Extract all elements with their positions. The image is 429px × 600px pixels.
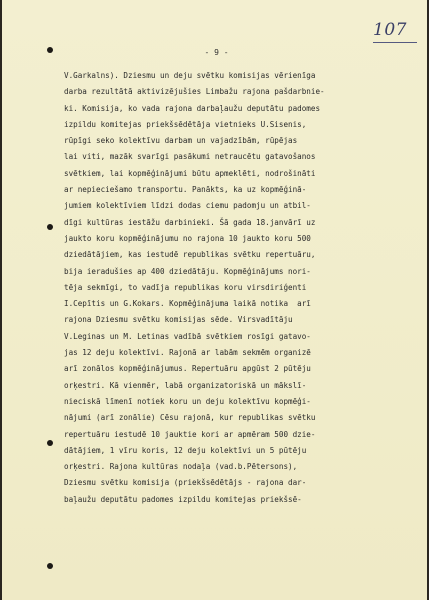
text-line: repertuāru iestudē 10 jauktie kori ar apmēram 500 dzie- (64, 429, 316, 439)
text-line: arī zonālos kopmēģinājumus. Repertuāru apgūst 2 pūtēju (64, 364, 311, 374)
text-line: Dziesmu svētku komisija (priekšsēdētājs - rajona dar- (64, 478, 307, 488)
text-line: tēja sekmīgi, to vadīja republikas koru virsdiriģenti (64, 282, 307, 292)
text-line: orķestri. Kā vienmēr, labā organizatoriskā un mākslī- (64, 380, 307, 390)
text-line: izpildu komitejas priekšsēdētāja vietnieks U.Sisenis, (64, 119, 307, 129)
text-line: ki. Komisija, ko vada rajona darbaļaužu deputātu padomes (64, 103, 321, 113)
typewritten-body (64, 68, 414, 508)
text-line: rūpīgi seko kolektīvu darbam un vajadzībām, rūpējas (64, 136, 298, 146)
text-line: jumiem kolektīviem līdzi dodas ciemu padomju un atbil- (64, 201, 311, 211)
text-line: dziedātājiem, kas iestudē republikas svētku repertuāru, (64, 250, 316, 260)
text-line: V.Leginas un M. Letinas vadībā svētkiem rosīgi gatavo- (64, 331, 311, 341)
punch-hole-2 (47, 224, 53, 230)
text-line: dātājiem, 1 vīru koris, 12 deju kolektīvi un 5 pūtēju (64, 445, 307, 455)
page-number: - 9 - (204, 48, 229, 57)
text-line: darba rezultātā aktivizējušies Limbažu rajona pašdarbnie- (64, 87, 325, 97)
punch-hole-3 (47, 440, 53, 446)
punch-hole-4 (47, 563, 53, 569)
text-line: lai viti, mazāk svarīgi pasākumi netraucētu gatavošanos (64, 152, 316, 162)
text-line: bija ieradušies ap 400 dziedātāju. Kopmēģinājums nori- (64, 266, 311, 276)
text-line: orķestri. Rajona kultūras nodaļa (vad.b.Pētersons), (64, 462, 298, 472)
text-line: jaukto koru kopmēģinājumu no rajona 10 jaukto koru 500 (64, 233, 311, 243)
text-line: jas 12 deju kolektīvi. Rajonā ar labām sekmēm organizē (64, 348, 311, 358)
handwritten-folio-number: 107 (373, 20, 417, 43)
text-line: nieciskā līmenī notiek koru un deju kolektīvu kopmēģi- (64, 396, 311, 406)
text-line: baļaužu deputātu padomes izpildu komitejas priekšsē- (64, 494, 302, 504)
text-line: nājumi (arī zonālie) Cēsu rajonā, kur republikas svētku (64, 413, 316, 423)
text-line: ar nepieciešamo transportu. Panākts, ka uz kopmēģinā- (64, 185, 307, 195)
text-line: I.Cepītis un G.Kokars. Kopmēģinājuma laikā notika arī (64, 299, 311, 309)
text-line: rajona Dziesmu svētku komisijas sēde. Virsvadītāju (64, 315, 293, 325)
text-line: dīgi kultūras iestāžu darbinieki. Šā gada 18.janvārī uz (64, 217, 316, 227)
text-line: svētkiem, lai kopmēģinājumi būtu apmeklēti, nodrošināti (64, 168, 316, 178)
text-line: V.Garkalns). Dziesmu un deju svētku komisijas vērienīga (64, 71, 316, 80)
